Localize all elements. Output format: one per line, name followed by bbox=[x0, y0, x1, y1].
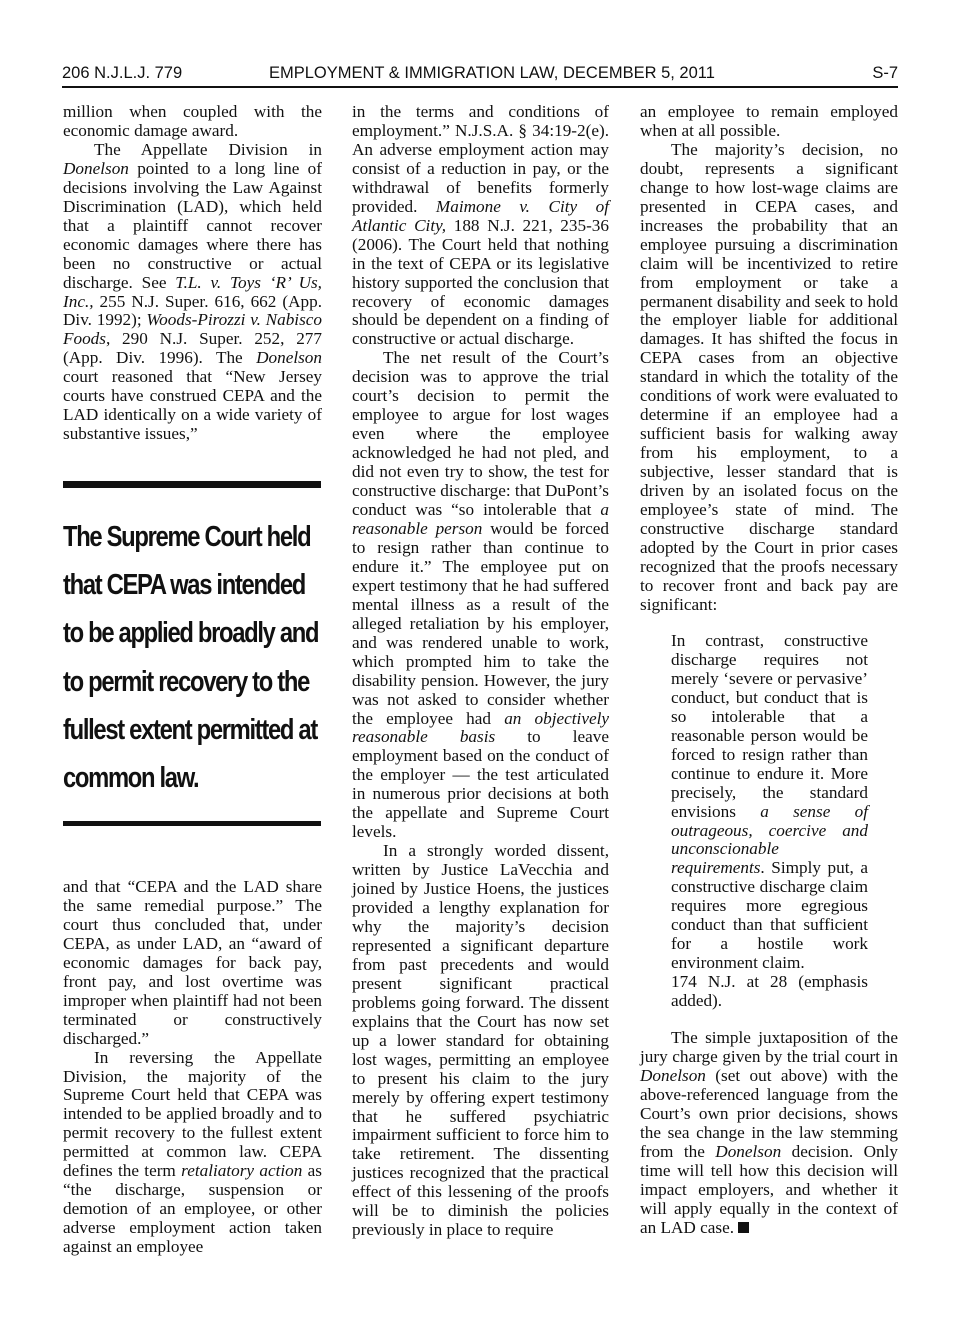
quote-text: In contrast, constructive discharge requires not merely ‘severe or pervasive’ conduct, but conduct that is so intolerable that a reasonable person would be forced to resign rather than continue to endure it. More precisely, the standard envisions a sense of outrageous, coercive and unconscionable requirements. Simply put, a constructive discharge claim requires more egregious conduct than that sufficient for a hostile work environment claim. bbox=[671, 631, 868, 973]
column-1-top bbox=[63, 103, 322, 444]
paragraph: The simple juxtaposition of the jury charge given by the trial court in Donelson (set out above) with the above-referenced language from the Court’s own prior decisions, shows the sea change in the law stemming from the Donelson decision. Only time will tell how this decision will impact employers, and whether it will apply equally in the context of an LAD case. bbox=[640, 1028, 898, 1237]
paragraph: The net result of the Court’s decision was to approve the trial court’s decision to permit the employee to argue for lost wages even where the employee acknowledged he had not pled, and did not even try to show, the test for constructive discharge: that DuPont’s conduct was “so intolerable that a reasonable person would be forced to resign rather than continue to endure it.” The employee put on expert testimony that he had suffered mental illness as a result of the alleged retaliation by his employer, and was rendered unable to work, which prompted him to take the disability pension. However, the jury was not asked to consider whether the employee had an objectively reasonable basis to leave employment based on the conduct of the employer — the test articulated in numerous prior decisions at both the appellate and Supreme Court levels. bbox=[352, 348, 609, 842]
column-3 bbox=[640, 103, 898, 615]
rule bbox=[63, 481, 321, 488]
column-3-bottom bbox=[640, 1029, 898, 1237]
pull-quote bbox=[63, 481, 321, 826]
paragraph: In reversing the Appellate Division, the majority of the Supreme Court held that CEPA was intended to be applied broadly and to permit recovery to the fullest extent permitted at common law. CEPA defines the term retaliatory action as “the discharge, suspension or demotion of an employee, or other adverse employment action taken against an employee bbox=[63, 1047, 322, 1257]
paragraph: million when coupled with the economic damage award. bbox=[63, 102, 322, 140]
pull-quote-text: The Supreme Court held that CEPA was intended to be applied broadly and to permit recovery to the fullest extent permitted at common law. bbox=[63, 521, 319, 795]
quote-citation: 174 N.J. at 28 (emphasis added). bbox=[671, 972, 868, 1011]
paragraph: In a strongly worded dissent, written by Justice LaVecchia and joined by Justice Hoens, the justices provided a lengthy explanation for why the majority’s decision represented a significant departure from past precedents and would present significant practical problems going forward. The dissent explains that the Court has now set up a lower standard for obtaining lost wages, permitting an employee to present his claim to the jury merely by offering expert testimony that he suffered psychiatric impairment sufficient to force him to take retirement. The dissenting justices recognized that the practical effect of this lessening of the proofs will be to diminish the policies previously in place to require bbox=[352, 841, 609, 1240]
citation: 206 N.J.L.J. 779 bbox=[62, 64, 183, 82]
paragraph: in the terms and conditions of employment.” N.J.S.A. § 34:19-2(e). An adverse employment action may consist of a reduction in pay, or the withdrawal of benefits formerly provided. Maimone v. City of Atlantic City, 188 N.J. 221, 235-36 (2006). The Court held that nothing in the text of CEPA or its legislative history supported the conclusion that recovery of economic damages should be dependent on a finding of constructive or actual discharge. bbox=[352, 102, 609, 349]
column-1-bottom bbox=[63, 878, 322, 1257]
end-mark bbox=[738, 1222, 749, 1233]
page-number: S-7 bbox=[872, 64, 898, 82]
block-quote bbox=[671, 632, 868, 1011]
paragraph: The majority’s decision, no doubt, represents a significant change to how lost-wage claims are presented in CEPA cases, and increases the probability that an employee pursuing a discrimination claim will be incentivized to retire from employment or take a permanent disability and seek to hold the employer liable for additional damages. It has shifted the focus in CEPA cases from an objective standard in which the totality of the conditions of work were evaluated to determine if an employee had a sufficient basis for walking away from his employment, to a subjective, lesser standard that is driven by an isolated focus on the employee’s state of mind. The constructive discharge standard adopted by the Court in prior cases recognized that the proofs necessary to recover front and back pay are significant: bbox=[640, 139, 898, 614]
section-title: EMPLOYMENT & IMMIGRATION LAW, DECEMBER 5, 2011 bbox=[269, 64, 715, 82]
column-2 bbox=[352, 103, 609, 1240]
paragraph: The Appellate Division in Donelson pointed to a long line of decisions involving the Law Against Discrimination (LAD), which held that a plaintiff cannot recover economic damages where there has been no constructive or actual discharge. See T.L. v. Toys ‘R’ Us, Inc., 255 N.J. Super. 616, 662 (App. Div. 1992); Woods-Pirozzi v. Nabisco Foods, 290 N.J. Super. 252, 277 (App. Div. 1996). The Donelson court reasoned that “New Jersey courts have construed CEPA and the LAD identically on a wide variety of substantive issues,” bbox=[63, 139, 322, 444]
running-header bbox=[62, 62, 898, 88]
rule bbox=[63, 821, 321, 826]
paragraph: and that “CEPA and the LAD share the same remedial purpose.” The court thus concluded that, under CEPA, as under LAD, an “award of economic damages for back pay, front pay, and lost overtime was improper when plaintiff had not been terminated or constructively discharged.” bbox=[63, 877, 322, 1048]
paragraph: an employee to remain employed when at all possible. bbox=[640, 102, 898, 140]
